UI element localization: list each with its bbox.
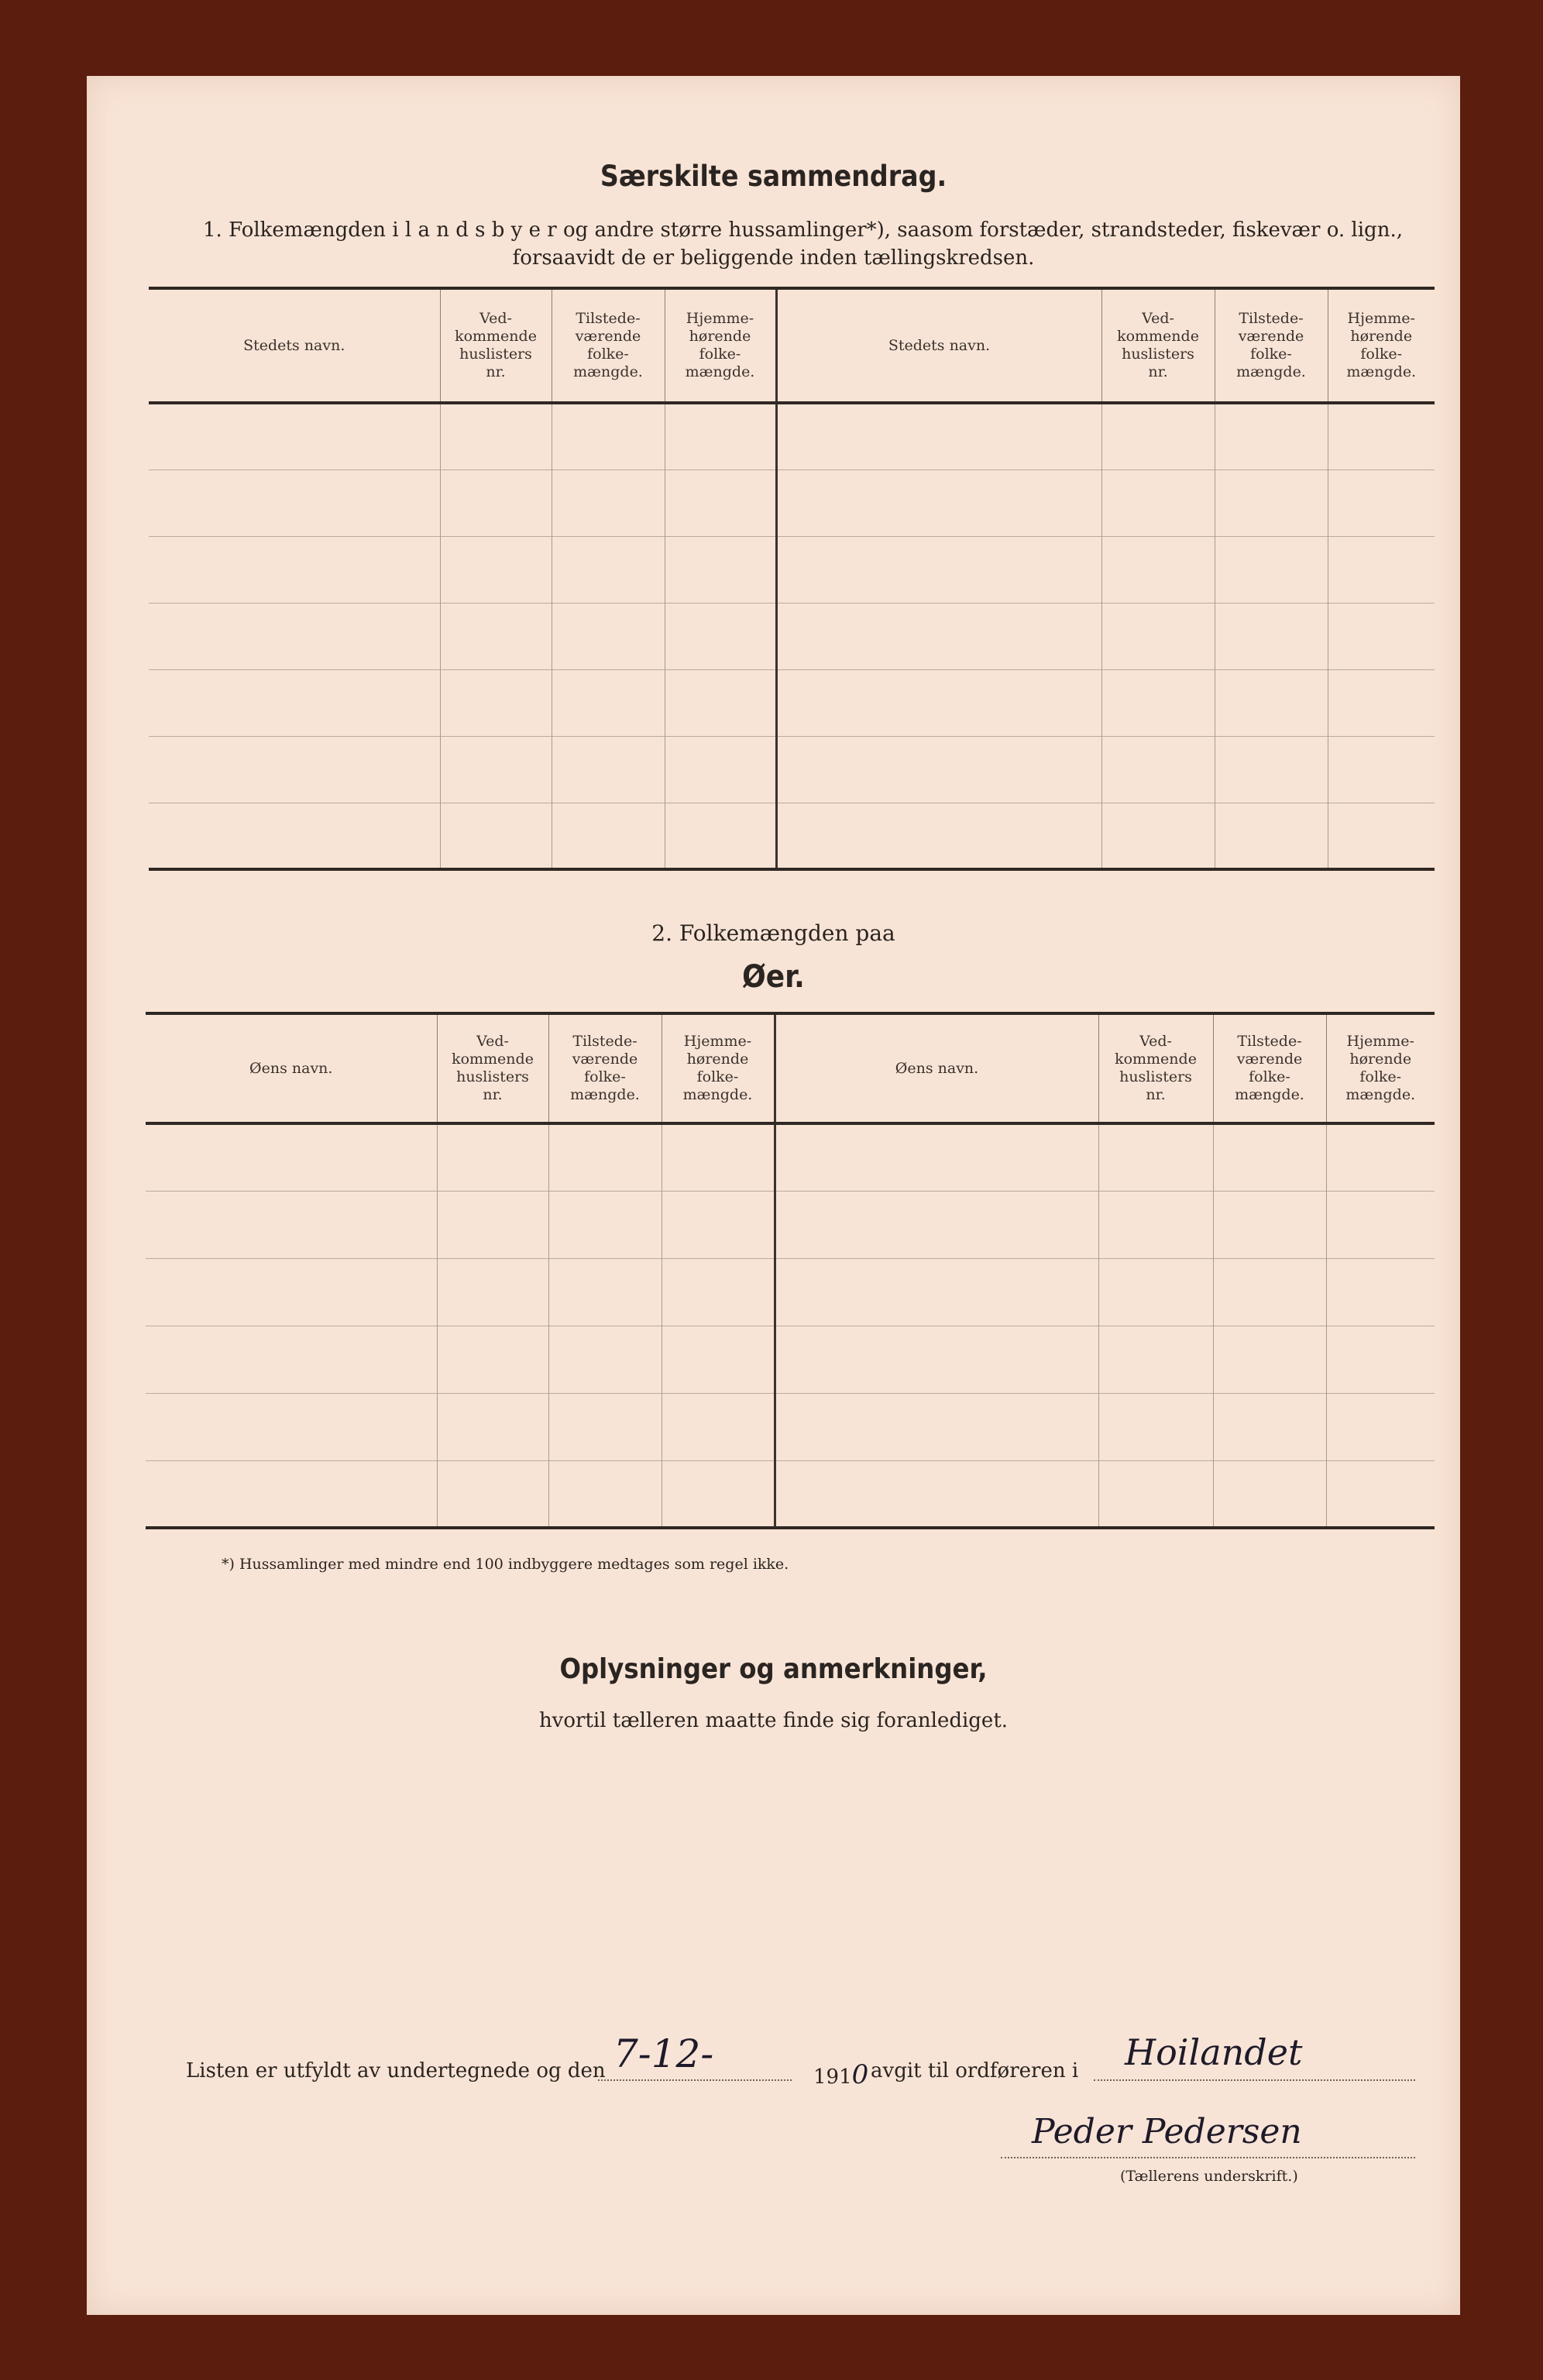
page-title: Særskilte sammendrag. xyxy=(600,160,947,193)
table-cell[interactable] xyxy=(1215,803,1328,869)
table-cell[interactable] xyxy=(665,469,776,536)
table-cell[interactable] xyxy=(776,469,1101,536)
table-cell[interactable] xyxy=(548,1393,662,1460)
table-cell[interactable] xyxy=(146,1460,437,1528)
table-cell[interactable] xyxy=(149,469,440,536)
table-cell[interactable] xyxy=(1098,1191,1213,1258)
place-handwritten: Hoilandet xyxy=(1125,2031,1303,2073)
table-row xyxy=(149,469,1435,536)
table-cell[interactable] xyxy=(440,669,552,736)
table-cell[interactable] xyxy=(1328,603,1435,669)
table-cell[interactable] xyxy=(1213,1393,1326,1460)
header-hjemmehorende-right: Hjemme- hørende folke- mængde. xyxy=(1328,288,1435,403)
table-cell[interactable] xyxy=(440,403,552,469)
table-cell[interactable] xyxy=(1101,736,1215,803)
table-cell[interactable] xyxy=(1326,1460,1435,1528)
table-cell[interactable] xyxy=(149,403,440,469)
table-cell[interactable] xyxy=(440,736,552,803)
header-tilstedevaerende-left: Tilstede- værende folke- mængde. xyxy=(552,288,665,403)
table-cell[interactable] xyxy=(548,1258,662,1326)
signer-handwritten-signature: Peder Pedersen xyxy=(1032,2112,1302,2151)
table-cell[interactable] xyxy=(552,803,665,869)
place-field[interactable] xyxy=(1094,2031,1415,2081)
table-cell[interactable] xyxy=(146,1191,437,1258)
table-cell[interactable] xyxy=(437,1123,548,1191)
table-cell[interactable] xyxy=(440,803,552,869)
table-cell[interactable] xyxy=(146,1258,437,1326)
table-cell[interactable] xyxy=(437,1258,548,1326)
year-printed: 191 xyxy=(813,2065,852,2089)
header-stedets-navn-left: Stedets navn. xyxy=(149,288,440,403)
table-row xyxy=(149,736,1435,803)
table-cell[interactable] xyxy=(440,469,552,536)
date-field[interactable] xyxy=(598,2031,792,2081)
table-cell[interactable] xyxy=(1213,1460,1326,1528)
table-cell[interactable] xyxy=(1328,469,1435,536)
section1-intro-line1: 1. Folkemængden i l a n d s b y e r og andre større hussamlinger*), saasom forstæder, strandsteder, fiskevær o. lign., xyxy=(203,218,1403,242)
header-hjemmehorende-left: Hjemme- hørende folke- mængde. xyxy=(665,288,776,403)
table-row xyxy=(146,1258,1435,1326)
table-cell[interactable] xyxy=(1098,1393,1213,1460)
section2-header-row xyxy=(146,1013,1435,1123)
table-cell[interactable] xyxy=(776,536,1101,603)
table-row xyxy=(149,403,1435,469)
section1-intro-line2: forsaavidt de er beliggende inden tællingskredsen. xyxy=(512,246,1035,270)
table-cell[interactable] xyxy=(775,1460,1098,1528)
table-cell[interactable] xyxy=(662,1123,775,1191)
table-cell[interactable] xyxy=(149,736,440,803)
table-row xyxy=(146,1393,1435,1460)
table-cell[interactable] xyxy=(1328,536,1435,603)
header-tilstedevaerende-right: Tilstede- værende folke- mængde. xyxy=(1213,1013,1326,1123)
table-cell[interactable] xyxy=(665,736,776,803)
table-cell[interactable] xyxy=(1101,669,1215,736)
table-cell[interactable] xyxy=(1213,1326,1326,1393)
table-cell[interactable] xyxy=(149,669,440,736)
table-cell[interactable] xyxy=(665,603,776,669)
table-cell[interactable] xyxy=(665,403,776,469)
table-cell[interactable] xyxy=(776,603,1101,669)
table-cell[interactable] xyxy=(1326,1326,1435,1393)
table-cell[interactable] xyxy=(437,1191,548,1258)
table-cell[interactable] xyxy=(149,603,440,669)
table-cell[interactable] xyxy=(146,1326,437,1393)
table-cell[interactable] xyxy=(1101,536,1215,603)
table-cell[interactable] xyxy=(552,669,665,736)
table-cell[interactable] xyxy=(1098,1326,1213,1393)
table-cell[interactable] xyxy=(146,1393,437,1460)
table-cell[interactable] xyxy=(662,1326,775,1393)
header-hjemmehorende-right: Hjemme- hørende folke- mængde. xyxy=(1326,1013,1435,1123)
table-row xyxy=(149,603,1435,669)
table-cell[interactable] xyxy=(1215,736,1328,803)
table-cell[interactable] xyxy=(552,603,665,669)
table-row xyxy=(146,1460,1435,1528)
signer-caption: (Tællerens underskrift.) xyxy=(1120,2168,1298,2185)
table-cell[interactable] xyxy=(440,536,552,603)
table-cell[interactable] xyxy=(1215,536,1328,603)
table-cell[interactable] xyxy=(1328,669,1435,736)
section1-table xyxy=(149,287,1435,871)
year-prefix xyxy=(813,2059,868,2090)
header-oens-navn-left: Øens navn. xyxy=(146,1013,437,1123)
table-cell[interactable] xyxy=(548,1123,662,1191)
signature-field[interactable] xyxy=(1001,2112,1415,2158)
table-cell[interactable] xyxy=(1213,1191,1326,1258)
table-row xyxy=(146,1123,1435,1191)
header-stedets-navn-right: Stedets navn. xyxy=(776,288,1101,403)
header-oens-navn-right: Øens navn. xyxy=(775,1013,1098,1123)
table-cell[interactable] xyxy=(437,1326,548,1393)
table-cell[interactable] xyxy=(552,469,665,536)
table-cell[interactable] xyxy=(1098,1258,1213,1326)
table-cell[interactable] xyxy=(1101,803,1215,869)
table-cell[interactable] xyxy=(1326,1191,1435,1258)
table-cell[interactable] xyxy=(775,1326,1098,1393)
table-cell[interactable] xyxy=(552,536,665,603)
table-cell[interactable] xyxy=(775,1393,1098,1460)
table-cell[interactable] xyxy=(662,1191,775,1258)
table-cell[interactable] xyxy=(1215,669,1328,736)
table-cell[interactable] xyxy=(548,1460,662,1528)
table-cell[interactable] xyxy=(662,1258,775,1326)
table-cell[interactable] xyxy=(1215,403,1328,469)
table-row xyxy=(149,669,1435,736)
table-cell[interactable] xyxy=(1098,1123,1213,1191)
signature-prefix: Listen er utfyldt av undertegnede og den xyxy=(186,2059,606,2082)
table-cell[interactable] xyxy=(440,603,552,669)
table-cell[interactable] xyxy=(1101,403,1215,469)
table-cell[interactable] xyxy=(776,736,1101,803)
year-handwritten: 0 xyxy=(851,2059,869,2090)
table-cell[interactable] xyxy=(775,1191,1098,1258)
header-huslisters-nr-left: Ved- kommende huslisters nr. xyxy=(440,288,552,403)
table-cell[interactable] xyxy=(548,1191,662,1258)
table-cell[interactable] xyxy=(1098,1460,1213,1528)
table-cell[interactable] xyxy=(1215,603,1328,669)
table-cell[interactable] xyxy=(149,536,440,603)
table-cell[interactable] xyxy=(662,1460,775,1528)
header-hjemmehorende-left: Hjemme- hørende folke- mængde. xyxy=(662,1013,775,1123)
table-cell[interactable] xyxy=(1328,803,1435,869)
table-cell[interactable] xyxy=(1328,736,1435,803)
header-tilstedevaerende-right: Tilstede- værende folke- mængde. xyxy=(1215,288,1328,403)
header-huslisters-nr-right: Ved- kommende huslisters nr. xyxy=(1101,288,1215,403)
section2-title: Øer. xyxy=(742,959,805,995)
table-cell[interactable] xyxy=(1326,1393,1435,1460)
table-cell[interactable] xyxy=(1213,1258,1326,1326)
header-huslisters-nr-right: Ved- kommende huslisters nr. xyxy=(1098,1013,1213,1123)
table-cell[interactable] xyxy=(437,1460,548,1528)
table-cell[interactable] xyxy=(776,669,1101,736)
section3-subtitle: hvortil tælleren maatte finde sig foranlediget. xyxy=(538,1709,1009,1732)
date-handwritten: 7-12- xyxy=(613,2031,714,2076)
header-tilstedevaerende-left: Tilstede- værende folke- mængde. xyxy=(548,1013,662,1123)
table-cell[interactable] xyxy=(776,403,1101,469)
table-cell[interactable] xyxy=(775,1123,1098,1191)
table-cell[interactable] xyxy=(665,669,776,736)
table-row xyxy=(149,536,1435,603)
section2-table xyxy=(146,1012,1435,1529)
footnote: *) Hussamlinger med mindre end 100 indbyggere medtages som regel ikke. xyxy=(222,1556,789,1573)
table-cell[interactable] xyxy=(1326,1258,1435,1326)
census-form-page xyxy=(87,76,1460,2315)
section1-header-row xyxy=(149,288,1435,403)
table-cell[interactable] xyxy=(1101,603,1215,669)
table-row xyxy=(149,803,1435,869)
table-row xyxy=(146,1191,1435,1258)
section3-title: Oplysninger og anmerkninger, xyxy=(559,1653,988,1685)
table-cell[interactable] xyxy=(548,1326,662,1393)
table-cell[interactable] xyxy=(1328,403,1435,469)
table-cell[interactable] xyxy=(665,803,776,869)
table-cell[interactable] xyxy=(1213,1123,1326,1191)
table-cell[interactable] xyxy=(552,736,665,803)
table-cell[interactable] xyxy=(665,536,776,603)
header-huslisters-nr-left: Ved- kommende huslisters nr. xyxy=(437,1013,548,1123)
table-cell[interactable] xyxy=(437,1393,548,1460)
table-cell[interactable] xyxy=(149,803,440,869)
signature-middle: avgit til ordføreren i xyxy=(871,2059,1079,2082)
table-cell[interactable] xyxy=(1326,1123,1435,1191)
section2-intro: 2. Folkemængden paa xyxy=(651,920,895,946)
table-cell[interactable] xyxy=(552,403,665,469)
table-row xyxy=(146,1326,1435,1393)
table-cell[interactable] xyxy=(1215,469,1328,536)
table-cell[interactable] xyxy=(1101,469,1215,536)
table-cell[interactable] xyxy=(775,1258,1098,1326)
table-cell[interactable] xyxy=(146,1123,437,1191)
table-cell[interactable] xyxy=(662,1393,775,1460)
table-cell[interactable] xyxy=(776,803,1101,869)
